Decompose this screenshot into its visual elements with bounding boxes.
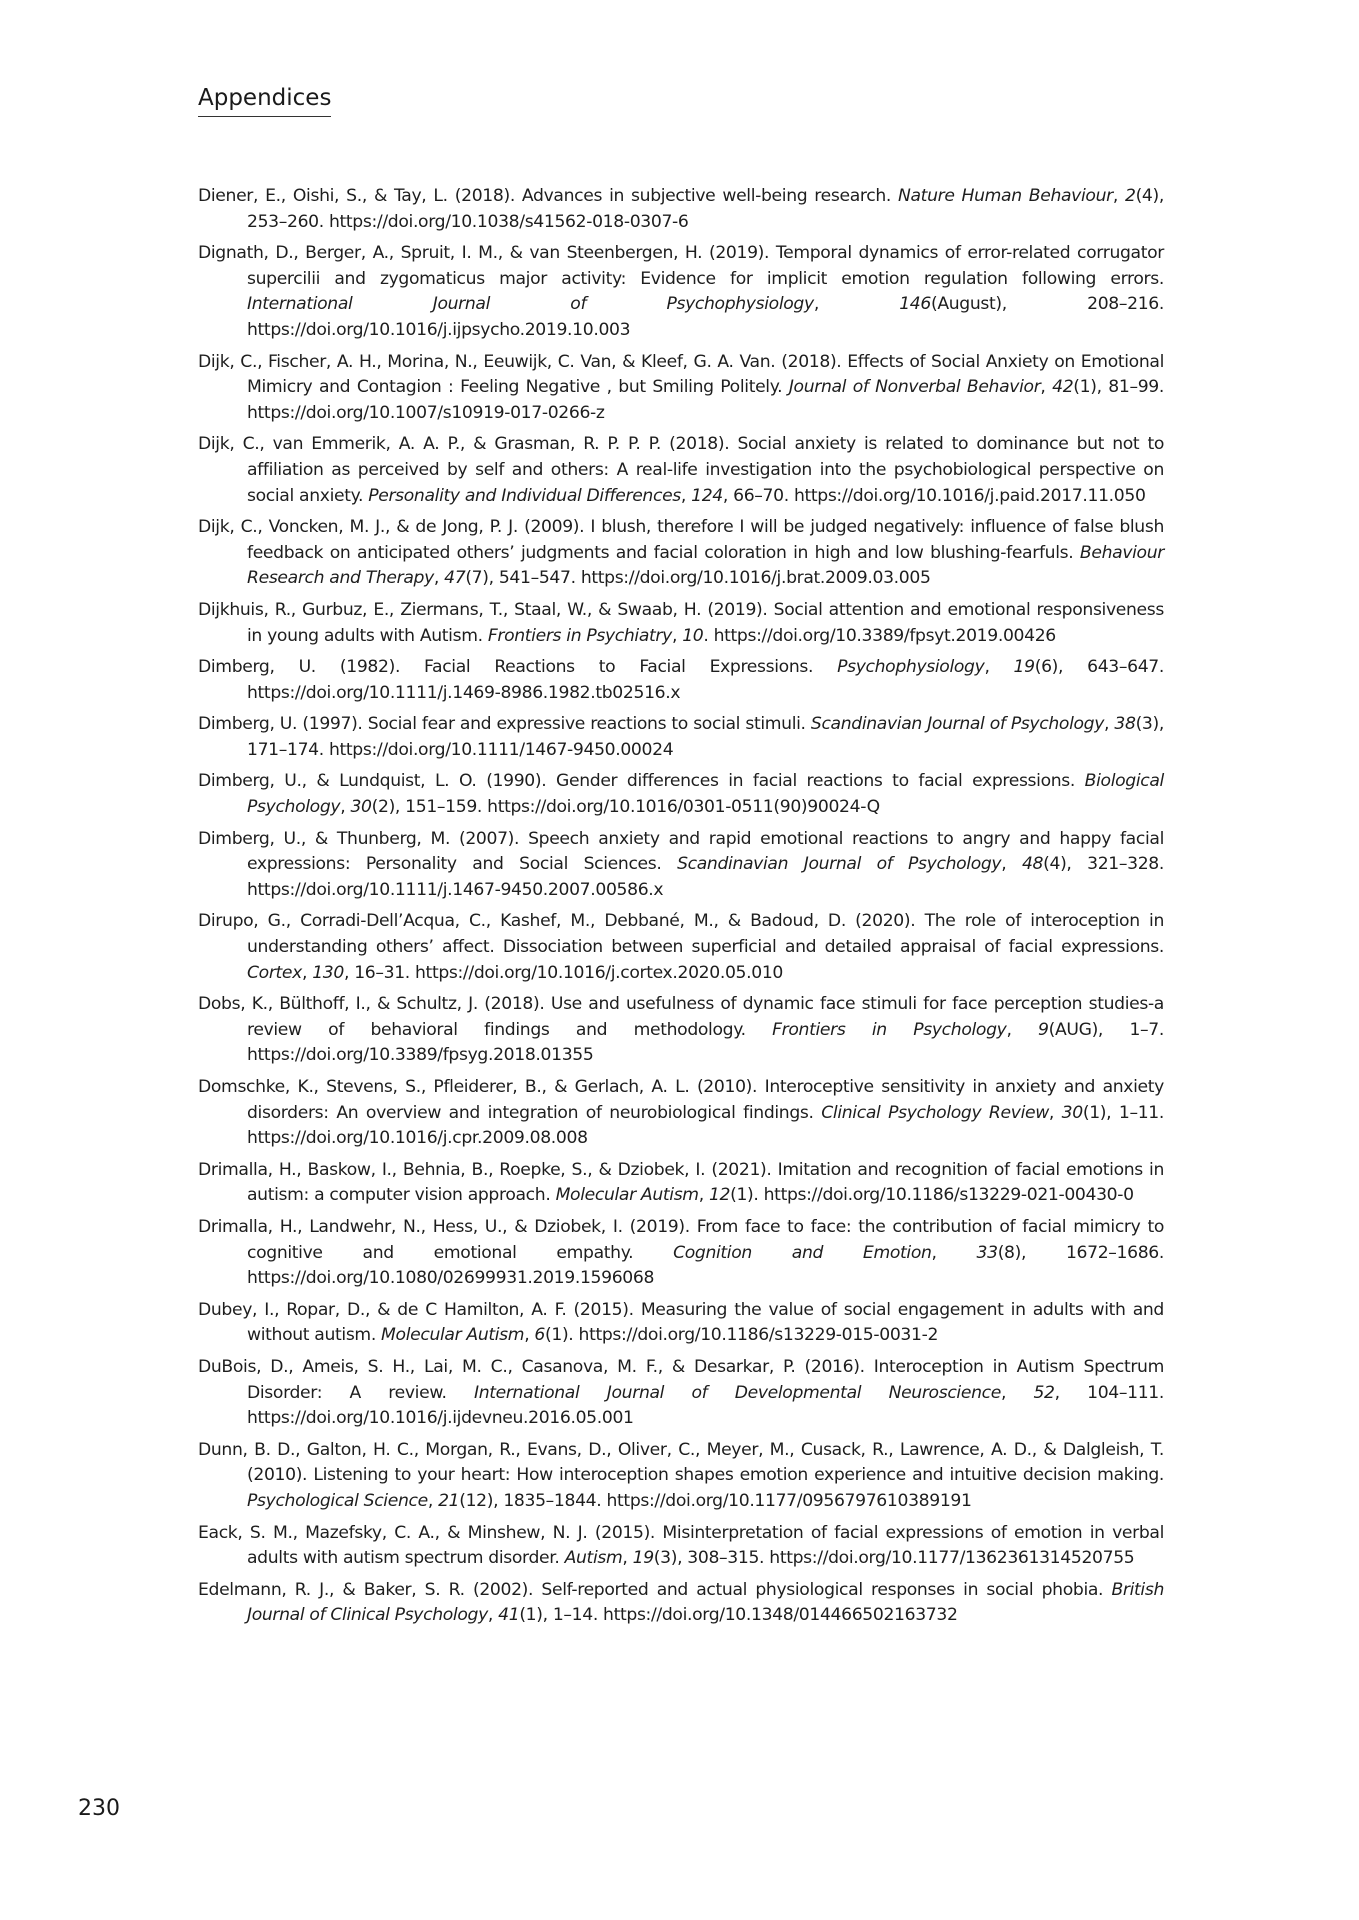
reference-authors-title: Eack, S. M., Mazefsky, C. A., & Minshew, N. J. (2015). Misinterpretation of facial expressions of emotion in verbal adults with autism spectrum disorder. xyxy=(198,1522,1164,1569)
reference-journal: Scandinavian Journal of Psychology xyxy=(677,854,1002,875)
reference-separator: , xyxy=(1001,854,1022,875)
reference-authors-title: Dimberg, U., & Lundquist, L. O. (1990). Gender differences in facial reactions to facial expressions. xyxy=(198,771,1085,792)
reference-authors-title: Dijk, C., Voncken, M. J., & de Jong, P. J. (2009). I blush, therefore I will be judged negatively: influence of false blush feedback on anticipated others’ judgments and facial coloration in high and low blushing-fearfuls. xyxy=(198,517,1164,563)
reference-separator: , xyxy=(427,1490,439,1511)
reference-separator: , xyxy=(671,625,683,646)
reference-authors-title: Dobs, K., Bülthoff, I., & Schultz, J. (2018). Use and usefulness of dynamic face stimuli for face perception studies-a review of behavioral findings and methodology. xyxy=(198,994,1164,1040)
reference-journal: Psychophysiology xyxy=(837,657,985,678)
reference-entry xyxy=(198,1215,1164,1292)
reference-authors-title: Dimberg, U., & Thunberg, M. (2007). Speech anxiety and rapid emotional reactions to angry and happy facial expressions: Personality and Social Sciences. xyxy=(198,828,1164,875)
reference-separator: , xyxy=(1000,1382,1034,1403)
reference-entry xyxy=(198,1355,1164,1432)
reference-pages-doi: (1), 1–11. https://doi.org/10.1016/j.cpr.2009.08.008 xyxy=(247,1102,1164,1149)
reference-pages-doi: (1), 1–14. https://doi.org/10.1348/014466502163732 xyxy=(519,1605,958,1626)
reference-volume: 19 xyxy=(1013,657,1035,678)
running-header: Appendices xyxy=(198,84,331,117)
reference-separator: , xyxy=(680,485,692,506)
reference-journal: Clinical Psychology Review xyxy=(821,1102,1049,1123)
reference-separator: , xyxy=(1048,1102,1062,1123)
reference-pages-doi: (2), 151–159. https://doi.org/10.1016/0301-0511(90)90024-Q xyxy=(371,797,880,818)
reference-pages-doi: (6), 643–647. https://doi.org/10.1111/j.1469-8986.1982.tb02516.x xyxy=(247,657,1164,703)
reference-journal: Frontiers in Psychology xyxy=(772,1019,1007,1040)
reference-journal: Cognition and Emotion xyxy=(673,1242,932,1263)
reference-volume: 12 xyxy=(708,1185,731,1206)
reference-authors-title: Dubey, I., Ropar, D., & de C Hamilton, A. F. (2015). Measuring the value of social engagement in adults with and without autism. xyxy=(198,1299,1164,1346)
reference-volume: 6 xyxy=(534,1325,546,1346)
reference-pages-doi: (12), 1835–1844. https://doi.org/10.1177/0956797610389191 xyxy=(459,1490,972,1511)
reference-entry xyxy=(198,432,1164,509)
reference-volume: 52 xyxy=(1033,1382,1055,1403)
reference-volume: 42 xyxy=(1052,377,1074,398)
reference-separator: , xyxy=(622,1548,633,1569)
reference-entry xyxy=(198,598,1164,649)
reference-authors-title: Drimalla, H., Landwehr, N., Hess, U., & Dziobek, I. (2019). From face to face: the contribution of facial mimicry to cognitive and emotional empathy. xyxy=(198,1216,1164,1263)
reference-pages-doi: (1). https://doi.org/10.1186/s13229-021-00430-0 xyxy=(730,1185,1134,1206)
reference-pages-doi: (8), 1672–1686. https://doi.org/10.1080/02699931.2019.1596068 xyxy=(247,1242,1164,1289)
reference-separator: , xyxy=(813,294,900,315)
reference-entry xyxy=(198,241,1164,343)
reference-separator: , xyxy=(301,962,313,983)
reference-journal: Biological Psychology xyxy=(247,771,1164,818)
reference-volume: 33 xyxy=(976,1242,998,1263)
reference-authors-title: Drimalla, H., Baskow, I., Behnia, B., Roepke, S., & Dziobek, I. (2021). Imitation and recognition of facial emotions in autism: a computer vision approach. xyxy=(198,1159,1164,1206)
reference-separator: , xyxy=(698,1185,709,1206)
reference-volume: 47 xyxy=(444,568,466,589)
reference-volume: 19 xyxy=(632,1548,654,1569)
reference-journal: International Journal of Psychophysiology xyxy=(247,294,814,315)
reference-authors-title: Dunn, B. D., Galton, H. C., Morgan, R., Evans, D., Oliver, C., Meyer, M., Cusack, R., Lawrence, A. D., & Dalgleish, T. (2010). Listening to your heart: How interoception shapes emotion experience and intuitive decision making. xyxy=(198,1439,1164,1486)
reference-journal: International Journal of Developmental Neuroscience xyxy=(473,1382,1001,1403)
reference-journal: Journal of Nonverbal Behavior xyxy=(788,377,1041,398)
reference-entry xyxy=(198,1075,1164,1152)
reference-pages-doi: (7), 541–547. https://doi.org/10.1016/j.brat.2009.03.005 xyxy=(465,568,931,589)
reference-pages-doi: (3), 308–315. https://doi.org/10.1177/1362361314520755 xyxy=(653,1548,1135,1569)
reference-authors-title: Dimberg, U. (1997). Social fear and expressive reactions to social stimuli. xyxy=(198,714,811,735)
reference-entry xyxy=(198,1578,1164,1629)
reference-journal: British Journal of Clinical Psychology xyxy=(247,1579,1164,1626)
reference-journal: Molecular Autism xyxy=(555,1185,699,1206)
reference-journal: Cortex xyxy=(247,962,302,983)
reference-pages-doi: (4), 253–260. https://doi.org/10.1038/s41562-018-0307-6 xyxy=(247,186,1164,232)
reference-authors-title: Dijk, C., Fischer, A. H., Morina, N., Eeuwijk, C. Van, & Kleef, G. A. Van. (2018). Effects of Social Anxiety on Emotional Mimicry and Contagion : Feeling Negative , but Smiling Politely. xyxy=(198,351,1164,398)
reference-volume: 41 xyxy=(498,1605,520,1626)
reference-pages-doi: (August), 208–216. https://doi.org/10.1016/j.ijpsycho.2019.10.003 xyxy=(247,294,1165,340)
reference-pages-doi: , 104–111. https://doi.org/10.1016/j.ijdevneu.2016.05.001 xyxy=(247,1382,1164,1429)
reference-entry xyxy=(198,515,1164,592)
reference-volume: 21 xyxy=(438,1490,460,1511)
reference-pages-doi: (AUG), 1–7. https://doi.org/10.3389/fpsyg.2018.01355 xyxy=(247,1019,1164,1066)
reference-authors-title: Domschke, K., Stevens, S., Pfleiderer, B., & Gerlach, A. L. (2010). Interoceptive sensitivity in anxiety and anxiety disorders: An overview and integration of neurobiological findings. xyxy=(198,1077,1164,1123)
reference-entry xyxy=(198,827,1164,904)
reference-list xyxy=(198,184,1164,1635)
reference-journal: Autism xyxy=(564,1548,623,1569)
reference-authors-title: Diener, E., Oishi, S., & Tay, L. (2018). Advances in subjective well-being research. xyxy=(198,186,898,206)
reference-volume: 124 xyxy=(691,485,723,506)
reference-volume: 30 xyxy=(350,797,372,818)
reference-volume: 38 xyxy=(1114,714,1136,735)
reference-pages-doi: (1). https://doi.org/10.1186/s13229-015-0031-2 xyxy=(545,1325,939,1346)
reference-journal: Psychological Science xyxy=(247,1490,428,1511)
reference-authors-title: DuBois, D., Ameis, S. H., Lai, M. C., Casanova, M. F., & Desarkar, P. (2016). Interoception in Autism Spectrum Disorder: A review. xyxy=(198,1356,1164,1403)
reference-authors-title: Dignath, D., Berger, A., Spruit, I. M., & van Steenbergen, H. (2019). Temporal dynamics of error-related corrugator supercilii and zygomaticus major activity: Evidence for implicit emotion regulation following errors. xyxy=(198,243,1164,289)
reference-separator: , xyxy=(1104,714,1115,735)
reference-pages-doi: , 66–70. https://doi.org/10.1016/j.paid.2017.11.050 xyxy=(722,485,1146,506)
reference-journal: Nature Human Behaviour xyxy=(897,186,1113,206)
reference-entry xyxy=(198,350,1164,427)
reference-volume: 2 xyxy=(1124,186,1136,206)
reference-volume: 146 xyxy=(899,294,931,315)
reference-pages-doi: (1), 81–99. https://doi.org/10.1007/s10919-017-0266-z xyxy=(247,377,1164,423)
reference-separator: , xyxy=(340,797,351,818)
reference-entry xyxy=(198,1298,1164,1349)
reference-entry xyxy=(198,184,1164,235)
reference-authors-title: Edelmann, R. J., & Baker, S. R. (2002). Self-reported and actual physiological responses in social phobia. xyxy=(198,1579,1112,1600)
reference-separator: , xyxy=(1006,1019,1039,1040)
reference-pages-doi: , 16–31. https://doi.org/10.1016/j.cortex.2020.05.010 xyxy=(343,962,783,983)
reference-volume: 130 xyxy=(312,962,344,983)
reference-pages-doi: . https://doi.org/10.3389/fpsyt.2019.00426 xyxy=(703,625,1056,646)
reference-journal: Molecular Autism xyxy=(381,1325,525,1346)
reference-volume: 10 xyxy=(682,625,704,646)
reference-pages-doi: (3), 171–174. https://doi.org/10.1111/1467-9450.00024 xyxy=(247,714,1164,760)
reference-entry xyxy=(198,769,1164,820)
reference-journal: Frontiers in Psychiatry xyxy=(487,625,672,646)
page-number: 230 xyxy=(78,1796,120,1821)
reference-separator: , xyxy=(1112,186,1125,206)
reference-journal: Personality and Individual Differences xyxy=(368,485,681,506)
reference-separator: , xyxy=(524,1325,535,1346)
reference-journal: Behaviour Research and Therapy xyxy=(247,542,1164,589)
reference-authors-title: Dirupo, G., Corradi-Dell’Acqua, C., Kashef, M., Debbané, M., & Badoud, D. (2020). The role of interoception in understanding others’ affect. Dissociation between superficial and detailed appraisal of facial expressions. xyxy=(198,911,1164,958)
reference-separator: , xyxy=(984,657,1014,678)
reference-authors-title: Dimberg, U. (1982). Facial Reactions to Facial Expressions. xyxy=(198,657,838,678)
reference-entry xyxy=(198,712,1164,763)
reference-entry xyxy=(198,909,1164,986)
reference-entry xyxy=(198,655,1164,706)
reference-authors-title: Dijk, C., van Emmerik, A. A. P., & Grasman, R. P. P. P. (2018). Social anxiety is related to dominance but not to affiliation as perceived by self and others: A real-life investigation into the psychobiological perspective on social anxiety. xyxy=(198,434,1164,506)
reference-separator: , xyxy=(1040,377,1053,398)
reference-entry xyxy=(198,992,1164,1069)
reference-volume: 30 xyxy=(1061,1102,1083,1123)
reference-pages-doi: (4), 321–328. https://doi.org/10.1111/j.1467-9450.2007.00586.x xyxy=(247,854,1164,900)
reference-volume: 9 xyxy=(1038,1019,1049,1040)
reference-authors-title: Dijkhuis, R., Gurbuz, E., Ziermans, T., Staal, W., & Swaab, H. (2019). Social attention and emotional responsiveness in young adults with Autism. xyxy=(198,599,1164,646)
reference-volume: 48 xyxy=(1021,854,1044,875)
reference-separator: , xyxy=(433,568,445,589)
reference-entry xyxy=(198,1438,1164,1515)
reference-entry xyxy=(198,1158,1164,1209)
reference-separator: , xyxy=(931,1242,977,1263)
reference-entry xyxy=(198,1521,1164,1572)
reference-separator: , xyxy=(487,1605,499,1626)
reference-journal: Scandinavian Journal of Psychology xyxy=(810,714,1105,735)
